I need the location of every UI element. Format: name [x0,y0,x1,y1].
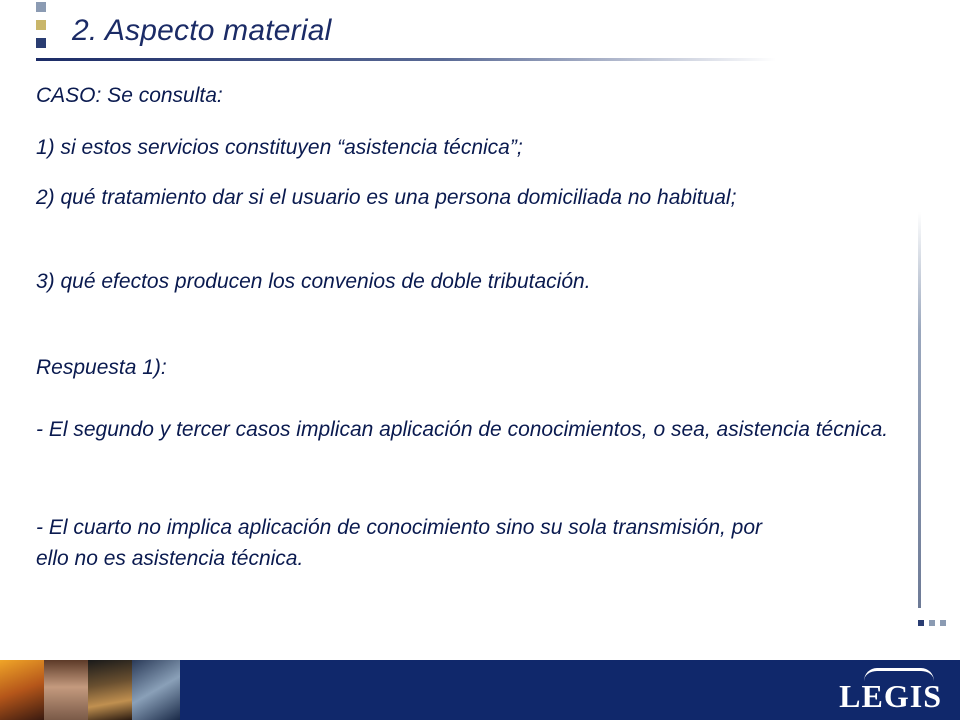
decor-square-navy [36,38,46,48]
footer-banner [0,660,960,720]
legis-logo: LEGIS [839,678,942,714]
question-2: 2) qué tratamiento dar si el usuario es una persona domiciliada no habitual; [36,186,737,209]
answer-bullet-2: - El cuarto no implica aplicación de conocimiento sino su sola transmisión, por ello no es asistencia técnica. [36,516,763,570]
answer-bullet-1: - El segundo y tercer casos implican aplicación de conocimientos, o sea, asistencia técnica. [36,418,889,441]
question-1: 1) si estos servicios constituyen “asistencia técnica”; [36,136,523,159]
title-underline [36,58,776,61]
respuesta-heading: Respuesta 1): [36,356,167,379]
decor-square-gold [36,20,46,30]
photo-doctor [44,660,88,720]
decor-dot-3 [940,620,946,626]
question-3: 3) qué efectos producen los convenios de doble tributación. [36,270,591,293]
decor-dot-2 [929,620,935,626]
photo-scales [132,660,180,720]
footer-photo-strip [0,660,180,720]
decor-dot-1 [918,620,924,626]
slide-title: 2. Aspecto material [72,14,332,47]
caso-heading: CASO: Se consulta: [36,84,223,107]
photo-industry [0,660,44,720]
right-vertical-rule [918,212,921,608]
photo-computer [88,660,132,720]
decor-square-gray [36,2,46,12]
